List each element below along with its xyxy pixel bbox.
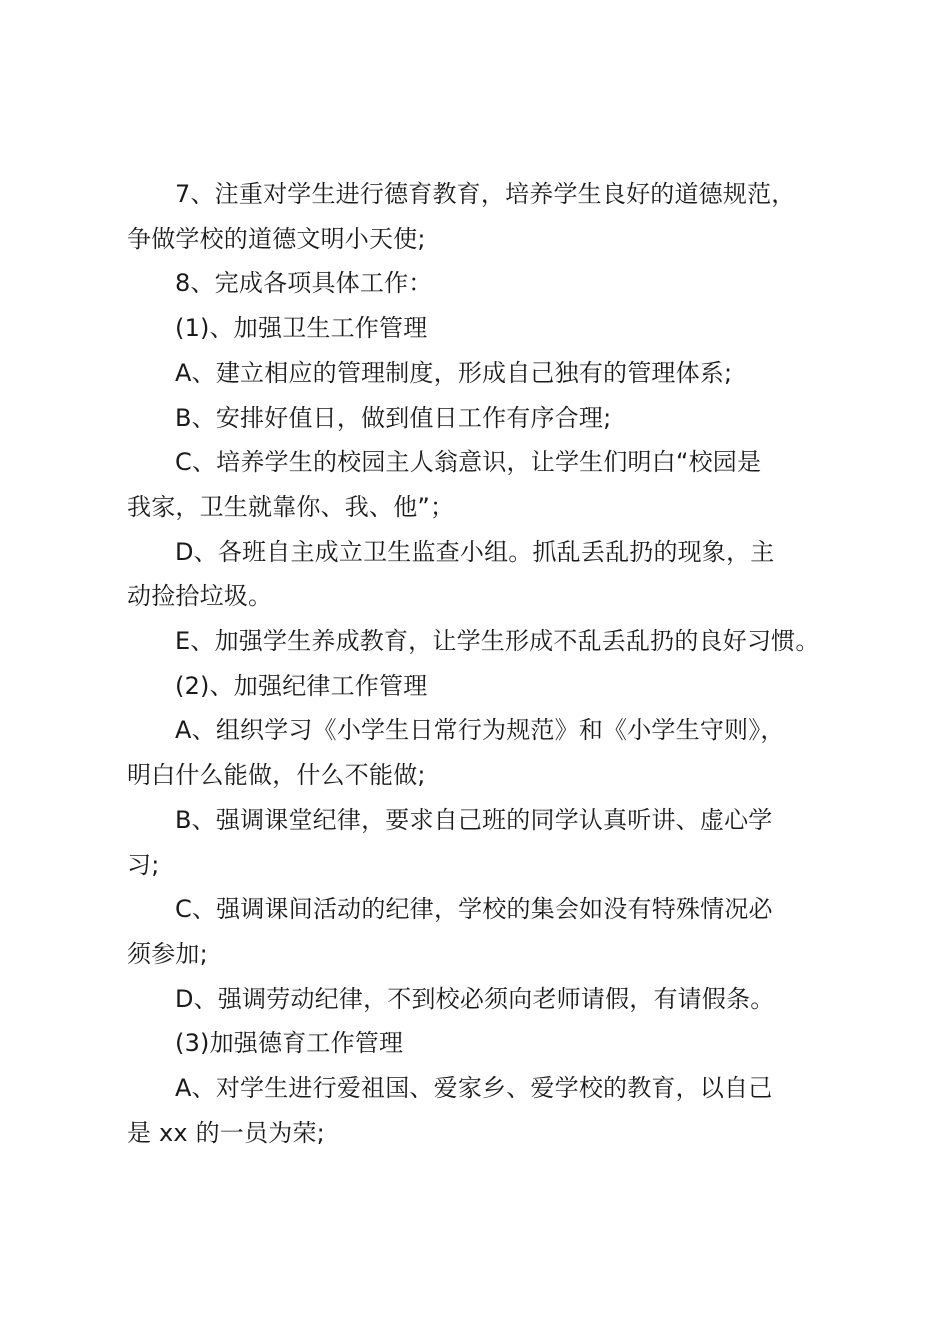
paragraph-line: C、强调课间活动的纪律，学校的集会如没有特殊情况必	[175, 895, 773, 924]
paragraph-hygiene-d	[127, 530, 835, 619]
paragraph-line: (1)、加强卫生工作管理	[175, 314, 428, 343]
paragraph-hygiene-c	[127, 440, 835, 529]
paragraph-hygiene-e	[127, 619, 835, 664]
paragraph-line: 明白什么能做，什么不能做;	[127, 761, 426, 790]
paragraph-line: A、对学生进行爱祖国、爱家乡、爱学校的教育，以自己	[175, 1074, 773, 1103]
document-body	[127, 172, 835, 1155]
paragraph-line: D、各班自主成立卫生监查小组。抓乱丢乱扔的现象，主	[175, 537, 775, 566]
paragraph-line: 是 xx 的一员为荣;	[127, 1118, 325, 1147]
paragraph-line: A、组织学习《小学生日常行为规范》和《小学生守则》，	[175, 716, 785, 745]
heading-discipline-management	[127, 664, 835, 709]
paragraph-8-specific-work	[127, 261, 835, 306]
paragraph-discipline-d	[127, 977, 835, 1022]
paragraph-line: A、建立相应的管理制度，形成自己独有的管理体系;	[175, 358, 733, 387]
paragraph-moral-a	[127, 1066, 835, 1155]
paragraph-line: C、培养学生的校园主人翁意识，让学生们明白“校园是	[175, 448, 762, 477]
paragraph-line: (2)、加强纪律工作管理	[175, 671, 428, 700]
paragraph-7-moral-education	[127, 172, 835, 261]
paragraph-line: 须参加;	[127, 939, 208, 968]
paragraph-line: 7、注重对学生进行德育教育，培养学生良好的道德规范，	[175, 180, 796, 208]
paragraph-discipline-a	[127, 708, 835, 797]
paragraph-line: B、安排好值日，做到值日工作有序合理;	[175, 403, 612, 432]
heading-moral-management	[127, 1021, 835, 1066]
heading-hygiene-management	[127, 306, 835, 351]
paragraph-line: 习;	[127, 850, 160, 879]
paragraph-hygiene-a	[127, 351, 835, 396]
paragraph-line: D、强调劳动纪律，不到校必须向老师请假，有请假条。	[175, 984, 775, 1013]
paragraph-discipline-b	[127, 798, 835, 887]
paragraph-discipline-c	[127, 887, 835, 976]
paragraph-line: B、强调课堂纪律，要求自己班的同学认真听讲、虚心学	[175, 805, 773, 834]
paragraph-line: 我家，卫生就靠你、我、他”；	[127, 492, 455, 521]
paragraph-line: 8、完成各项具体工作：	[175, 269, 433, 298]
paragraph-line: 争做学校的道德文明小天使;	[127, 224, 426, 253]
paragraph-hygiene-b	[127, 396, 835, 441]
paragraph-line: 动捡拾垃圾。	[127, 582, 273, 611]
paragraph-line: (3)加强德育工作管理	[175, 1029, 404, 1058]
paragraph-line: E、加强学生养成教育，让学生形成不乱丢乱扔的良好习惯。	[175, 627, 820, 656]
